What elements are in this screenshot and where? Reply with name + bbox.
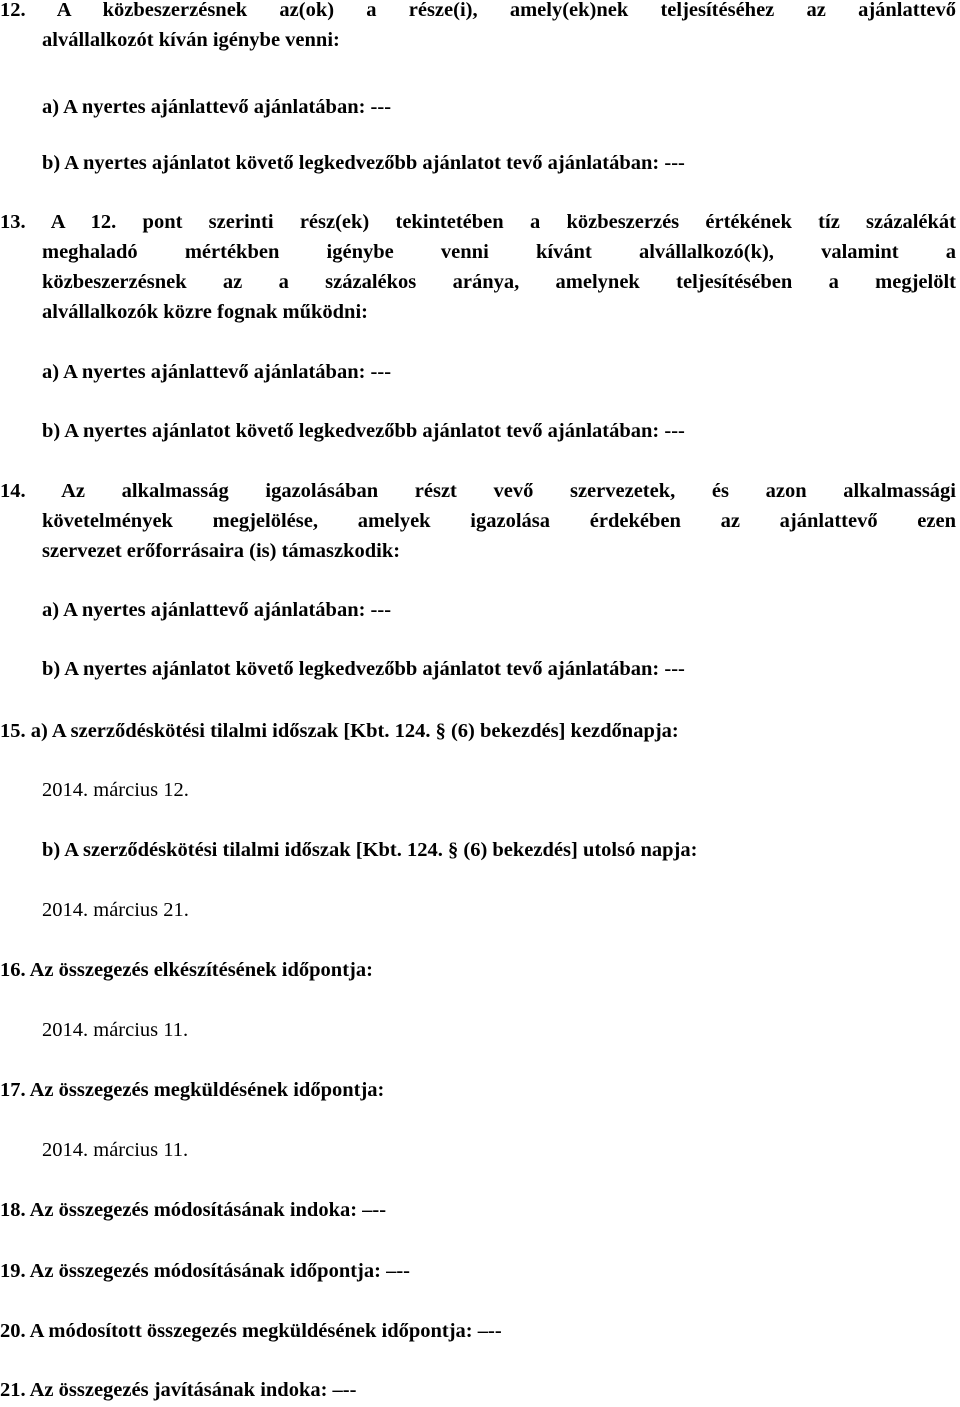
sec13-item-a: a) A nyertes ajánlattevő ajánlatában: --- bbox=[42, 361, 392, 383]
sec14-heading-line2: követelmények megjelölése, amelyek igazolása érdekében az ajánlattevő ezen bbox=[42, 510, 956, 532]
sec14-item-a: a) A nyertes ajánlattevő ajánlatában: --- bbox=[42, 599, 392, 621]
sec13-heading-line3: közbeszerzésnek az a százalékos aránya, amelynek teljesítésében a megjelölt bbox=[42, 271, 956, 293]
sec13-heading-line1: 13. A 12. pont szerinti rész(ek) tekintetében a közbeszerzés értékének tíz százalékát bbox=[0, 211, 956, 233]
sec19-label: 19. Az összegezés módosításának időpontja: –-- bbox=[0, 1260, 410, 1282]
sec15-a-label: 15. a) A szerződéskötési tilalmi időszak [Kbt. 124. § (6) bekezdés] kezdőnapja: bbox=[0, 720, 679, 742]
sec13-heading-line4: alvállalkozók közre fognak működni: bbox=[42, 301, 368, 323]
sec14-heading-line3: szervezet erőforrásaira (is) támaszkodik: bbox=[42, 540, 401, 562]
sec14-heading-line1: 14. Az alkalmasság igazolásában részt vevő szervezetek, és azon alkalmassági bbox=[0, 480, 956, 502]
sec20-label: 20. A módosított összegezés megküldésének időpontja: –-- bbox=[0, 1320, 502, 1342]
sec15-a-value: 2014. március 12. bbox=[42, 779, 189, 801]
sec13-heading-line2: meghaladó mértékben igénybe venni kívánt alvállalkozó(k), valamint a bbox=[42, 241, 956, 263]
sec16-value: 2014. március 11. bbox=[42, 1019, 189, 1041]
sec17-label: 17. Az összegezés megküldésének időpontja: bbox=[0, 1079, 385, 1101]
sec12-heading-line1: 12. A közbeszerzésnek az(ok) a része(i), amely(ek)nek teljesítéséhez az ajánlattevő bbox=[0, 0, 956, 21]
sec12-item-b: b) A nyertes ajánlatot követő legkedvezőbb ajánlatot tevő ajánlatában: --- bbox=[42, 152, 685, 174]
sec12-heading-line2: alvállalkozót kíván igénybe venni: bbox=[42, 29, 340, 51]
sec12-item-a: a) A nyertes ajánlattevő ajánlatában: --- bbox=[42, 96, 392, 118]
sec17-value: 2014. március 11. bbox=[42, 1139, 189, 1161]
sec15-b-label: b) A szerződéskötési tilalmi időszak [Kbt. 124. § (6) bekezdés] utolsó napja: bbox=[42, 839, 698, 861]
sec15-b-value: 2014. március 21. bbox=[42, 899, 189, 921]
sec14-item-b: b) A nyertes ajánlatot követő legkedvezőbb ajánlatot tevő ajánlatában: --- bbox=[42, 658, 685, 680]
sec13-item-b: b) A nyertes ajánlatot követő legkedvezőbb ajánlatot tevő ajánlatában: --- bbox=[42, 420, 685, 442]
sec16-label: 16. Az összegezés elkészítésének időpontja: bbox=[0, 959, 373, 981]
sec21-label: 21. Az összegezés javításának indoka: –-- bbox=[0, 1379, 357, 1401]
sec18-label: 18. Az összegezés módosításának indoka: –-- bbox=[0, 1199, 387, 1221]
